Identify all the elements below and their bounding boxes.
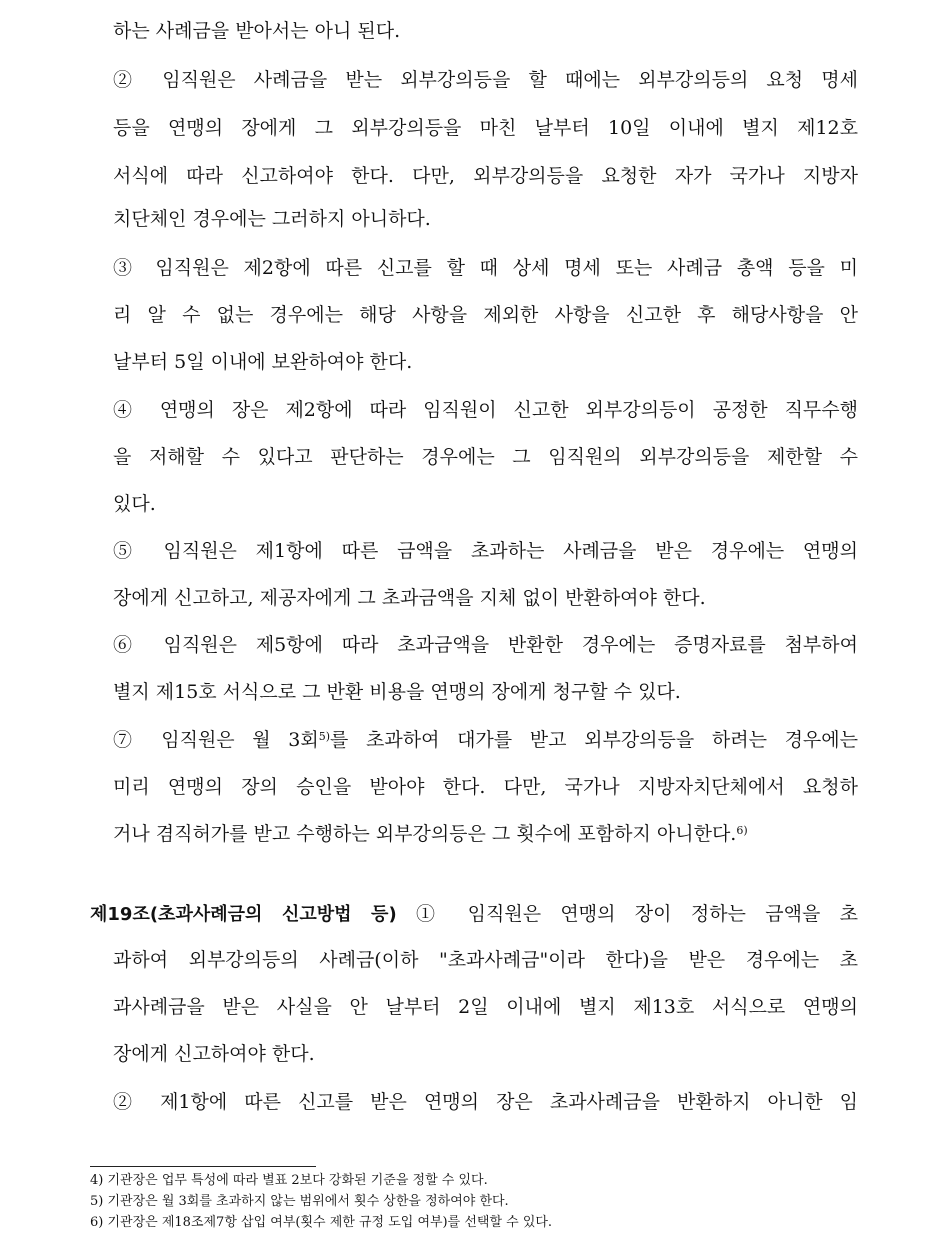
body-text: 를 초과하여 대가를 받고 외부강의등을 하려는 경우에는 — [330, 729, 858, 751]
body-line: 장에게 신고하고, 제공자에게 그 초과금액을 지체 없이 반환하여야 한다. — [113, 587, 706, 609]
footnote-ref[interactable]: 6) — [736, 824, 748, 837]
article-19-heading — [90, 900, 858, 928]
body-line: 날부터 5일 이내에 보완하여야 한다. — [113, 351, 413, 373]
body-line: 리 알 수 없는 경우에는 해당 사항을 제외한 사항을 신고한 후 해당사항을 안 — [113, 304, 858, 326]
body-line — [113, 820, 858, 848]
body-text: ① 임직원은 연맹의 장이 정하는 금액을 초 — [396, 903, 858, 925]
body-line: 별지 제15호 서식으로 그 반환 비용을 연맹의 장에게 청구할 수 있다. — [113, 681, 681, 703]
footnote: 6) 기관장은 제18조제7항 삽입 여부(횟수 제한 규정 도입 여부)를 선택할 수 있다. — [90, 1215, 553, 1230]
body-line: ② 제1항에 따른 신고를 받은 연맹의 장은 초과사례금을 반환하지 아니한 임 — [113, 1091, 858, 1113]
body-line: 을 저해할 수 있다고 판단하는 경우에는 그 임직원의 외부강의등을 제한할 수 — [113, 446, 858, 468]
footnote-separator — [90, 1166, 316, 1167]
body-line: 과하여 외부강의등의 사례금(이하 "초과사례금"이라 한다)을 받은 경우에는 초 — [113, 949, 858, 971]
body-text: 거나 겸직허가를 받고 수행하는 외부강의등은 그 횟수에 포함하지 아니한다. — [113, 823, 737, 845]
body-line: ④ 연맹의 장은 제2항에 따라 임직원이 신고한 외부강의등이 공정한 직무수행 — [113, 399, 858, 421]
body-line: ② 임직원은 사례금을 받는 외부강의등을 할 때에는 외부강의등의 요청 명세 — [113, 69, 858, 91]
body-line: ③ 임직원은 제2항에 따른 신고를 할 때 상세 명세 또는 사례금 총액 등을 미 — [113, 257, 858, 279]
body-text: ⑦ 임직원은 월 3회 — [113, 729, 319, 751]
body-line: ⑤ 임직원은 제1항에 따른 금액을 초과하는 사례금을 받은 경우에는 연맹의 — [113, 540, 858, 562]
article-title: 제19조(초과사례금의 신고방법 등) — [90, 904, 397, 925]
body-line: 있다. — [113, 493, 156, 515]
body-line: 하는 사례금을 받아서는 아니 된다. — [113, 20, 401, 42]
body-line: ⑥ 임직원은 제5항에 따라 초과금액을 반환한 경우에는 증명자료를 첨부하여 — [113, 634, 858, 656]
footnote-ref[interactable]: 5) — [318, 730, 331, 743]
body-line: 등을 연맹의 장에게 그 외부강의등을 마친 날부터 10일 이내에 별지 제12호 — [113, 117, 858, 139]
body-line — [113, 726, 858, 754]
body-line: 서식에 따라 신고하여야 한다. 다만, 외부강의등을 요청한 자가 국가나 지방자 — [113, 165, 858, 187]
footnote: 4) 기관장은 업무 특성에 따라 별표 2보다 강화된 기준을 정할 수 있다. — [90, 1173, 488, 1188]
body-line: 미리 연맹의 장의 승인을 받아야 한다. 다만, 국가나 지방자치단체에서 요청하 — [113, 776, 858, 798]
body-line: 과사례금을 받은 사실을 안 날부터 2일 이내에 별지 제13호 서식으로 연맹의 — [113, 996, 858, 1018]
footnote: 5) 기관장은 월 3회를 초과하지 않는 범위에서 횟수 상한을 정하여야 한다. — [90, 1194, 509, 1209]
body-line: 치단체인 경우에는 그러하지 아니하다. — [113, 208, 431, 230]
body-line: 장에게 신고하여야 한다. — [113, 1043, 315, 1065]
